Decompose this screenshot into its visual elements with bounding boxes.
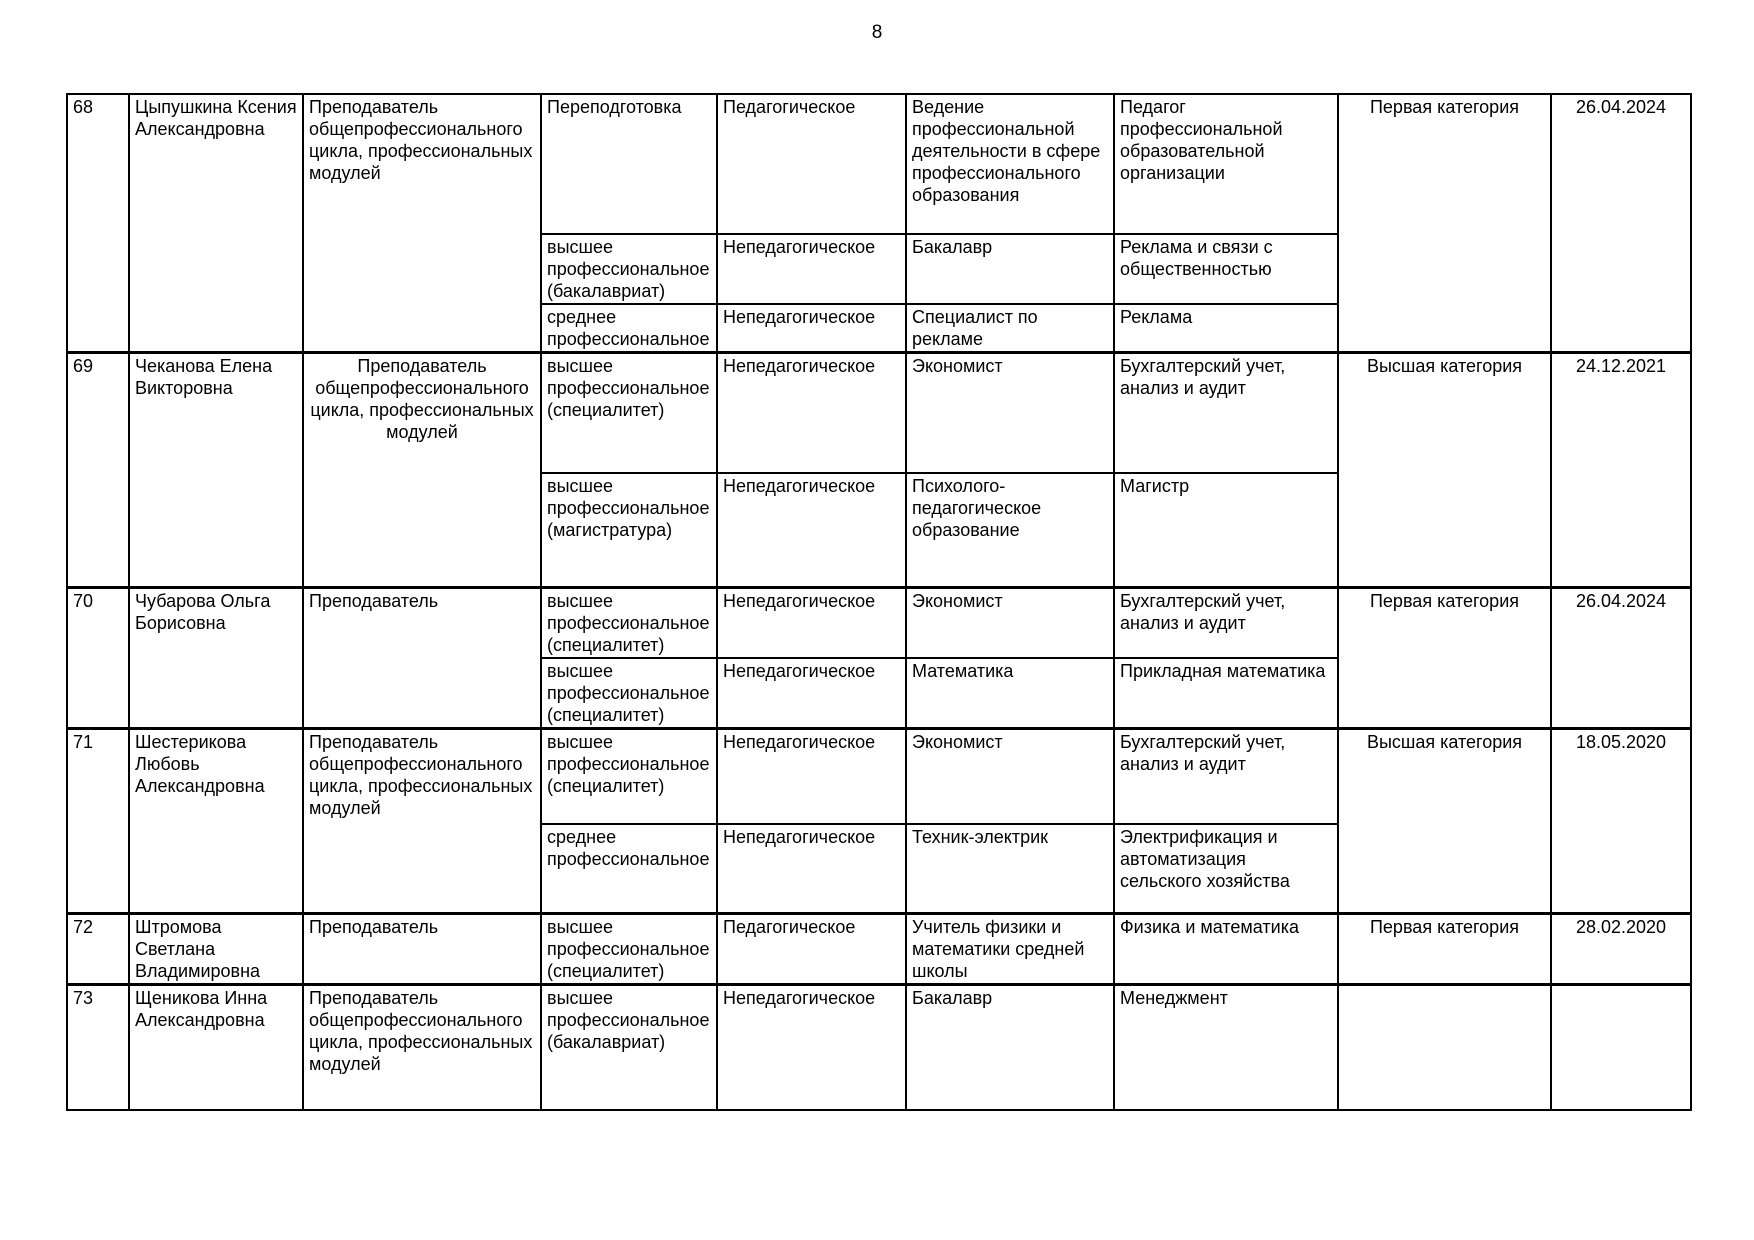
- category: Высшая категория: [1338, 353, 1551, 588]
- education-level: среднее профессиональное: [541, 304, 717, 353]
- category: [1338, 985, 1551, 1110]
- row-number: 70: [67, 588, 129, 729]
- teacher-position: Преподаватель общепрофессионального цикла, профессиональных модулей: [303, 94, 541, 353]
- qualification: Ведение профессиональной деятельности в сфере профессионального образования: [906, 94, 1114, 234]
- specialty: Реклама и связи с общественностью: [1114, 234, 1338, 304]
- teacher-position: Преподаватель общепрофессионального цикла, профессиональных модулей: [303, 353, 541, 588]
- education-level: высшее профессиональное (специалитет): [541, 914, 717, 985]
- teacher-name: Щеникова Инна Александровна: [129, 985, 303, 1110]
- teacher-name: Цыпушкина Ксения Александровна: [129, 94, 303, 353]
- specialty: Бухгалтерский учет, анализ и аудит: [1114, 353, 1338, 473]
- qualification: Экономист: [906, 588, 1114, 659]
- category-date: 26.04.2024: [1551, 588, 1691, 729]
- qualification: Экономист: [906, 353, 1114, 473]
- teacher-position: Преподаватель общепрофессионального цикла, профессиональных модулей: [303, 985, 541, 1110]
- row-number: 68: [67, 94, 129, 353]
- education-type: Непедагогическое: [717, 985, 906, 1110]
- education-level: высшее профессиональное (бакалавриат): [541, 985, 717, 1110]
- specialty: Педагог профессиональной образовательной организации: [1114, 94, 1338, 234]
- specialty: Бухгалтерский учет, анализ и аудит: [1114, 588, 1338, 659]
- qualification: Экономист: [906, 729, 1114, 824]
- specialty: Электрификация и автоматизация сельского хозяйства: [1114, 824, 1338, 914]
- qualification: Бакалавр: [906, 985, 1114, 1110]
- qualification: Психолого-педагогическое образование: [906, 473, 1114, 588]
- specialty: Реклама: [1114, 304, 1338, 353]
- category-date: 28.02.2020: [1551, 914, 1691, 985]
- category: Высшая категория: [1338, 729, 1551, 914]
- education-type: Непедагогическое: [717, 824, 906, 914]
- education-type: Непедагогическое: [717, 473, 906, 588]
- education-type: Непедагогическое: [717, 588, 906, 659]
- teacher-name: Штромова Светлана Владимировна: [129, 914, 303, 985]
- qualification: Специалист по рекламе: [906, 304, 1114, 353]
- row-number: 72: [67, 914, 129, 985]
- page-number: 8: [871, 22, 883, 43]
- education-type: Непедагогическое: [717, 304, 906, 353]
- education-type: Педагогическое: [717, 914, 906, 985]
- specialty: Магистр: [1114, 473, 1338, 588]
- teacher-name: Чубарова Ольга Борисовна: [129, 588, 303, 729]
- specialty: Прикладная математика: [1114, 658, 1338, 729]
- category: Первая категория: [1338, 588, 1551, 729]
- category-date: [1551, 985, 1691, 1110]
- row-number: 73: [67, 985, 129, 1110]
- teacher-name: Шестерикова Любовь Александровна: [129, 729, 303, 914]
- education-level: высшее профессиональное (специалитет): [541, 353, 717, 473]
- education-level: Переподготовка: [541, 94, 717, 234]
- specialty: Физика и математика: [1114, 914, 1338, 985]
- education-level: высшее профессиональное (бакалавриат): [541, 234, 717, 304]
- qualification: Техник-электрик: [906, 824, 1114, 914]
- education-level: высшее профессиональное (специалитет): [541, 658, 717, 729]
- row-number: 69: [67, 353, 129, 588]
- teacher-position: Преподаватель общепрофессионального цикла, профессиональных модулей: [303, 729, 541, 914]
- specialty: Бухгалтерский учет, анализ и аудит: [1114, 729, 1338, 824]
- education-type: Непедагогическое: [717, 658, 906, 729]
- qualification: Учитель физики и математики средней школы: [906, 914, 1114, 985]
- category-date: 24.12.2021: [1551, 353, 1691, 588]
- education-type: Непедагогическое: [717, 234, 906, 304]
- education-level: высшее профессиональное (магистратура): [541, 473, 717, 588]
- education-type: Педагогическое: [717, 94, 906, 234]
- qualification: Бакалавр: [906, 234, 1114, 304]
- category: Первая категория: [1338, 914, 1551, 985]
- specialty: Менеджмент: [1114, 985, 1338, 1110]
- row-number: 71: [67, 729, 129, 914]
- qualification: Математика: [906, 658, 1114, 729]
- education-level: среднее профессиональное: [541, 824, 717, 914]
- teachers-qualification-table: [66, 93, 1692, 1111]
- teacher-position: Преподаватель: [303, 914, 541, 985]
- education-type: Непедагогическое: [717, 729, 906, 824]
- category-date: 18.05.2020: [1551, 729, 1691, 914]
- education-level: высшее профессиональное (специалитет): [541, 729, 717, 824]
- teacher-position: Преподаватель: [303, 588, 541, 729]
- teacher-name: Чеканова Елена Викторовна: [129, 353, 303, 588]
- category-date: 26.04.2024: [1551, 94, 1691, 353]
- education-level: высшее профессиональное (специалитет): [541, 588, 717, 659]
- category: Первая категория: [1338, 94, 1551, 353]
- education-type: Непедагогическое: [717, 353, 906, 473]
